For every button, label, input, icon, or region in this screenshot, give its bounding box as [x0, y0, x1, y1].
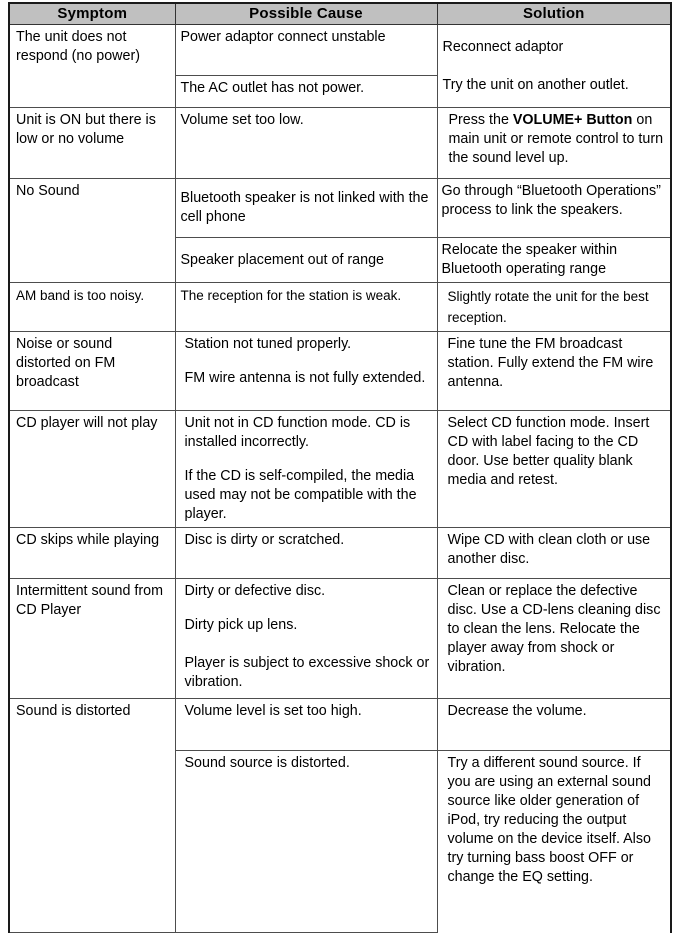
- cell-symptom: The unit does not respond (no power): [9, 25, 175, 108]
- table-body: [9, 25, 671, 933]
- cell-cause: Bluetooth speaker is not linked with the cell phone: [175, 179, 437, 238]
- line-spacer: [185, 601, 432, 616]
- solution-line: Reconnect adaptor: [442, 38, 564, 55]
- cell-cause: Volume level is set too high.: [175, 699, 437, 751]
- cell-cause: The reception for the station is weak.: [175, 283, 437, 332]
- column-header-symptom: Symptom: [9, 3, 175, 25]
- cause-line: Player is subject to excessive shock or vibration.: [184, 655, 430, 690]
- cell-symptom: CD player will not play: [9, 411, 175, 528]
- table-row: [9, 179, 671, 238]
- troubleshooting-table: [8, 2, 672, 933]
- cause-line: Station not tuned properly.: [184, 336, 352, 352]
- cause-line: FM wire antenna is not fully extended.: [184, 370, 426, 386]
- cell-solution: [437, 25, 671, 108]
- solution-line: Fully extend the FM wire antenna.: [447, 355, 654, 390]
- solution-line: Use better quality blank media and retest.: [447, 453, 633, 488]
- cell-cause: Volume set too low.: [175, 108, 437, 179]
- cell-cause: Sound source is distorted.: [175, 751, 437, 933]
- cause-line: Dirty or defective disc.: [184, 583, 326, 599]
- solution-text-before: Press the: [448, 112, 513, 128]
- cell-symptom: AM band is too noisy.: [9, 283, 175, 332]
- cause-line: Unit not in CD function mode. CD is installed incorrectly.: [184, 415, 411, 450]
- cell-cause: Speaker placement out of range: [175, 238, 437, 283]
- solution-line: Relocate the player away from shock or vibration.: [447, 621, 640, 675]
- cell-solution: Relocate the speaker within Bluetooth operating range: [437, 238, 671, 283]
- column-header-solution: Solution: [437, 3, 671, 25]
- cell-solution: Decrease the volume.: [437, 699, 671, 751]
- cell-cause: Power adaptor connect unstable: [175, 25, 437, 76]
- cell-solution: Slightly rotate the unit for the best reception.: [437, 283, 671, 332]
- cell-symptom: No Sound: [9, 179, 175, 283]
- column-header-cause: Possible Cause: [175, 3, 437, 25]
- cell-symptom: Noise or sound distorted on FM broadcast: [9, 332, 175, 411]
- line-spacer: [185, 452, 432, 467]
- cell-cause: [175, 411, 437, 528]
- cell-symptom: Intermittent sound from CD Player: [9, 579, 175, 699]
- cell-cause: Disc is dirty or scratched.: [175, 528, 437, 579]
- solution-line: Use a CD-lens cleaning disc to clean the lens.: [447, 602, 661, 637]
- cell-symptom: CD skips while playing: [9, 528, 175, 579]
- line-spacer: [443, 57, 666, 76]
- cell-symptom: Unit is ON but there is low or no volume: [9, 108, 175, 179]
- table-row: [9, 283, 671, 332]
- cell-cause: The AC outlet has not power.: [175, 76, 437, 108]
- cell-solution: [437, 411, 671, 528]
- solution-line: Select CD function mode. Insert CD with label facing to the CD door.: [447, 415, 650, 469]
- header-row: [9, 3, 671, 25]
- table-row: [9, 108, 671, 179]
- cell-solution: [437, 579, 671, 699]
- cell-solution: [437, 332, 671, 411]
- table-header: [9, 3, 671, 25]
- table-row: [9, 25, 671, 76]
- solution-text-bold: VOLUME+ Button: [512, 112, 633, 128]
- cell-solution: Wipe CD with clean cloth or use another disc.: [437, 528, 671, 579]
- cell-solution: Try a different sound source. If you are using an external sound source like older generation of iPod, try reducing the output volume on the device itself. Also try turning bass boost OFF or change the EQ setting.: [437, 751, 671, 933]
- solution-text-after: on main unit or remote control to turn the sound level up.: [448, 112, 664, 166]
- table-row: [9, 579, 671, 699]
- cause-line: If the CD is self-compiled, the media used may not be compatible with the player.: [184, 468, 417, 522]
- line-spacer: [185, 635, 432, 654]
- cell-cause: [175, 332, 437, 411]
- solution-line: Fine tune the FM broadcast station.: [447, 336, 623, 371]
- table-row: [9, 699, 671, 751]
- table-row: [9, 332, 671, 411]
- table-row: [9, 528, 671, 579]
- cause-line: Dirty pick up lens.: [184, 617, 298, 633]
- solution-line: Clean or replace the defective disc.: [447, 583, 638, 618]
- solution-line: Try the unit on another outlet.: [442, 76, 629, 93]
- cell-cause: [175, 579, 437, 699]
- table-row: [9, 411, 671, 528]
- cell-symptom: Sound is distorted: [9, 699, 175, 933]
- cell-solution: [437, 108, 671, 179]
- cell-solution: Go through “Bluetooth Operations” process to link the speakers.: [437, 179, 671, 238]
- line-spacer: [185, 354, 432, 369]
